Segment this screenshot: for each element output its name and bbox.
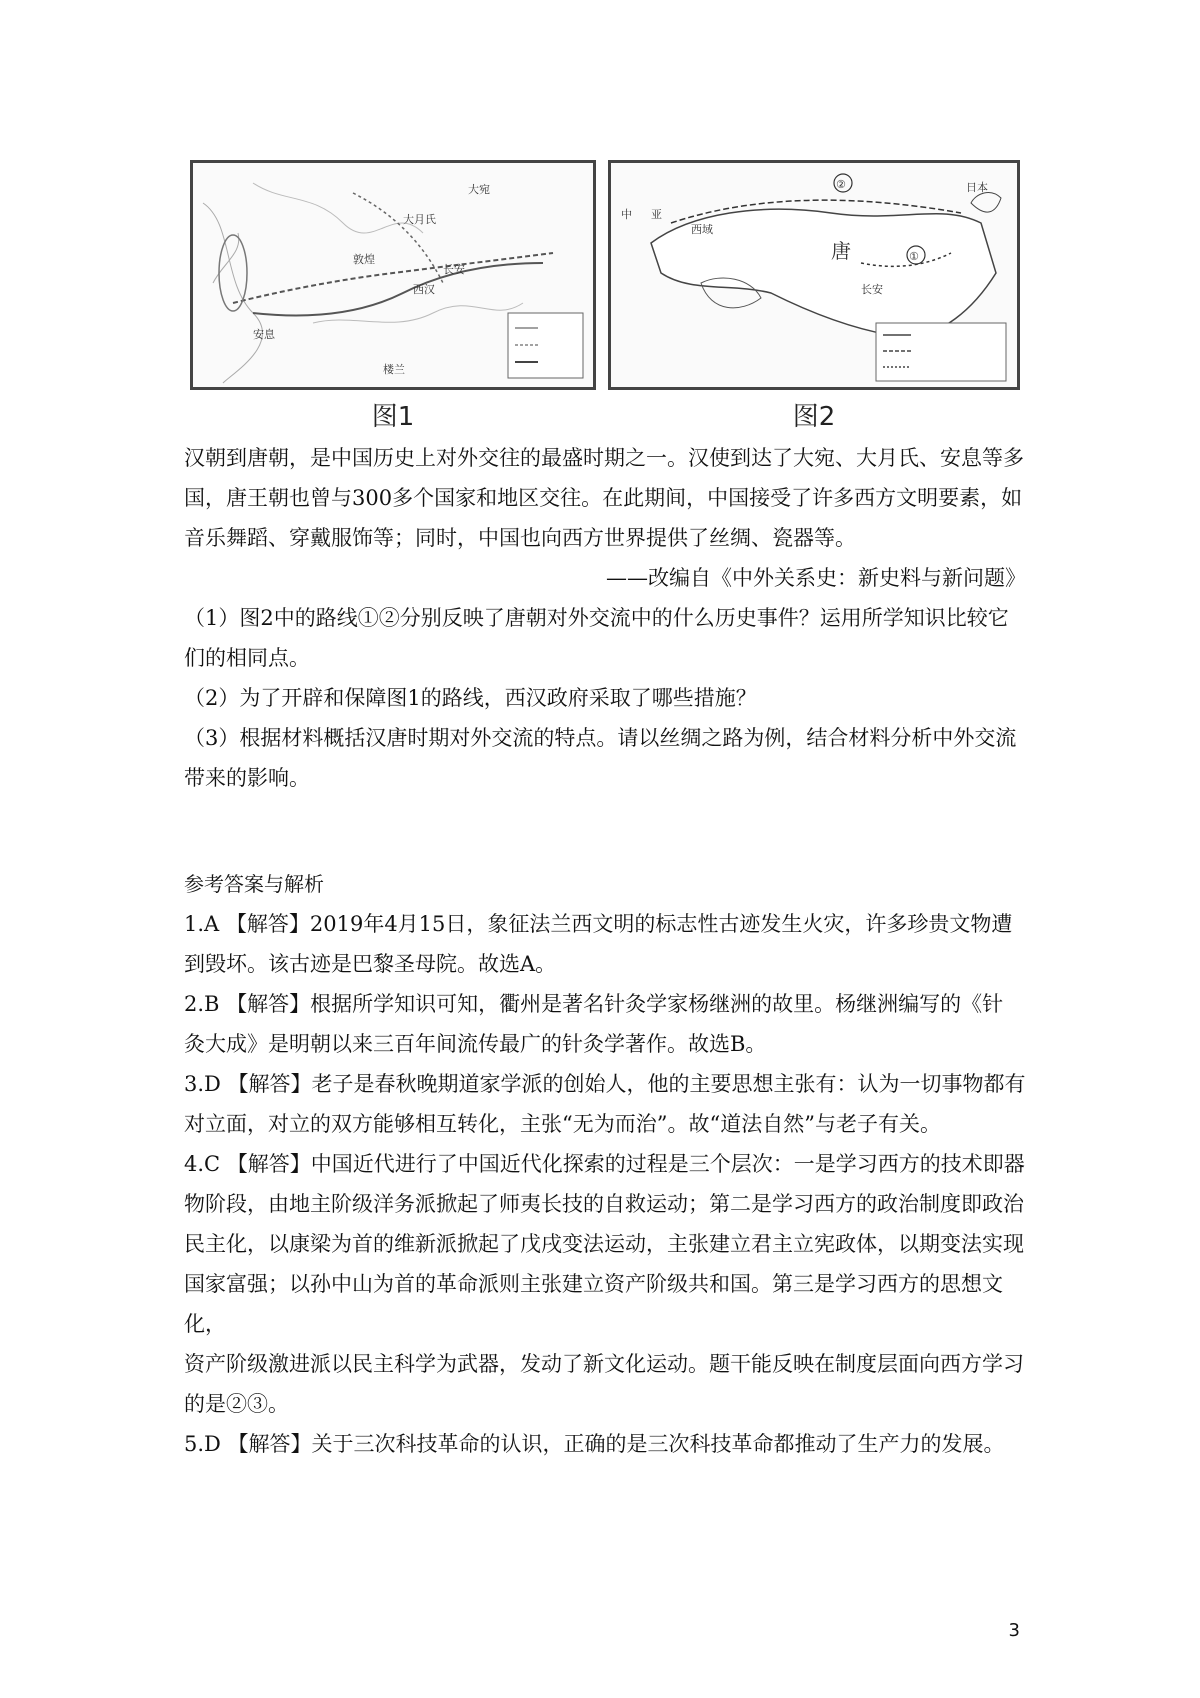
map-2-drawing xyxy=(611,163,1017,387)
answer-4-line-2: 物阶段，由地主阶级洋务派掀起了师夷长技的自救运动；第二是学习西方的政治制度即政治 xyxy=(184,1192,1024,1216)
material-line: 汉朝到唐朝，是中国历史上对外交往的最盛时期之一。汉使到达了大宛、大月氏、安息等多 xyxy=(184,446,1024,470)
question-2: （2）为了开辟和保障图1的路线，西汉政府采取了哪些措施？ xyxy=(184,686,757,710)
han-silk-road-map xyxy=(190,160,596,390)
answer-4-line-4: 国家富强；以孙中山为首的革命派则主张建立资产阶级共和国。第三是学习西方的思想文化， xyxy=(184,1272,1003,1336)
map1-label-3: 安息 xyxy=(253,328,275,341)
map1-label-6: 敦煌 xyxy=(353,253,375,266)
tang-routes-map xyxy=(608,160,1020,390)
answer-3-line-2: 对立面，对立的双方能够相互转化，主张“无为而治”。故“道法自然”与老子有关。 xyxy=(184,1112,941,1136)
figure-1 xyxy=(190,160,596,433)
spacer xyxy=(184,798,1026,864)
map-1-drawing xyxy=(193,163,593,387)
map2-label-tang: 唐 xyxy=(831,239,851,263)
map2-label-japan: 日本 xyxy=(966,181,988,194)
answer-3-line-1: 3.D 【解答】老子是春秋晚期道家学派的创始人，他的主要思想主张有：认为一切事物都有 xyxy=(184,1072,1026,1096)
page-number: 3 xyxy=(1008,1620,1020,1641)
figure-1-caption: 图1 xyxy=(371,402,415,432)
answer-5-line-1: 5.D 【解答】关于三次科技革命的认识，正确的是三次科技革命都推动了生产力的发展。 xyxy=(184,1432,1005,1456)
answer-2-line-1: 2.B 【解答】根据所学知识可知，衢州是著名针灸学家杨继洲的故里。杨继洲编写的《针 xyxy=(184,992,1004,1016)
map1-label-1: 大宛 xyxy=(468,183,490,196)
figure-2 xyxy=(608,160,1020,433)
map2-route-1: ① xyxy=(909,250,919,263)
question-3-line-1: （3）根据材料概括汉唐时期对外交流的特点。请以丝绸之路为例，结合材料分析中外交流 xyxy=(184,726,1017,750)
map1-label-7: 楼兰 xyxy=(383,363,405,376)
map2-label-changan: 长安 xyxy=(861,283,883,296)
answers-title: 参考答案与解析 xyxy=(184,872,324,896)
map2-label-ya: 亚 xyxy=(651,208,662,221)
material-line: 音乐舞蹈、穿戴服饰等；同时，中国也向西方世界提供了丝绸、瓷器等。 xyxy=(184,526,856,550)
text-content xyxy=(184,438,1026,1464)
map1-label-2: 大月氏 xyxy=(403,213,436,226)
answer-1-line-2: 到毁坏。该古迹是巴黎圣母院。故选A。 xyxy=(184,952,557,976)
question-1-line-1: （1）图2中的路线①②分别反映了唐朝对外交流中的什么历史事件？运用所学知识比较它 xyxy=(184,606,1009,630)
map1-label-5: 长安 xyxy=(443,263,465,276)
answer-4-line-5: 资产阶级激进派以民主科学为武器，发动了新文化运动。题干能反映在制度层面向西方学习 xyxy=(184,1352,1024,1376)
figure-2-caption: 图2 xyxy=(792,402,836,432)
material-source: ——改编自《中外关系史：新史料与新问题》 xyxy=(606,566,1026,590)
map2-label-xiyu: 西域 xyxy=(691,223,713,236)
question-1-line-2: 们的相同点。 xyxy=(184,646,310,670)
material-line: 国，唐王朝也曾与300多个国家和地区交往。在此期间，中国接受了许多西方文明要素，如 xyxy=(184,486,1023,510)
answer-1-line-1: 1.A 【解答】2019年4月15日，象征法兰西文明的标志性古迹发生火灾，许多珍贵文物遭 xyxy=(184,912,1013,936)
question-3-line-2: 带来的影响。 xyxy=(184,766,310,790)
answer-4-line-1: 4.C 【解答】中国近代进行了中国近代化探索的过程是三个层次：一是学习西方的技术即器 xyxy=(184,1152,1025,1176)
figures-row xyxy=(190,160,1020,430)
answer-4-line-3: 民主化，以康梁为首的维新派掀起了戊戌变法运动，主张建立君主立宪政体，以期变法实现 xyxy=(184,1232,1024,1256)
answer-2-line-2: 灸大成》是明朝以来三百年间流传最广的针灸学著作。故选B。 xyxy=(184,1032,767,1056)
map1-label-4: 西汉 xyxy=(413,283,435,296)
map2-label-zhong: 中 xyxy=(621,208,632,221)
map2-route-2: ② xyxy=(836,178,846,191)
answer-4-line-6: 的是②③。 xyxy=(184,1392,289,1416)
